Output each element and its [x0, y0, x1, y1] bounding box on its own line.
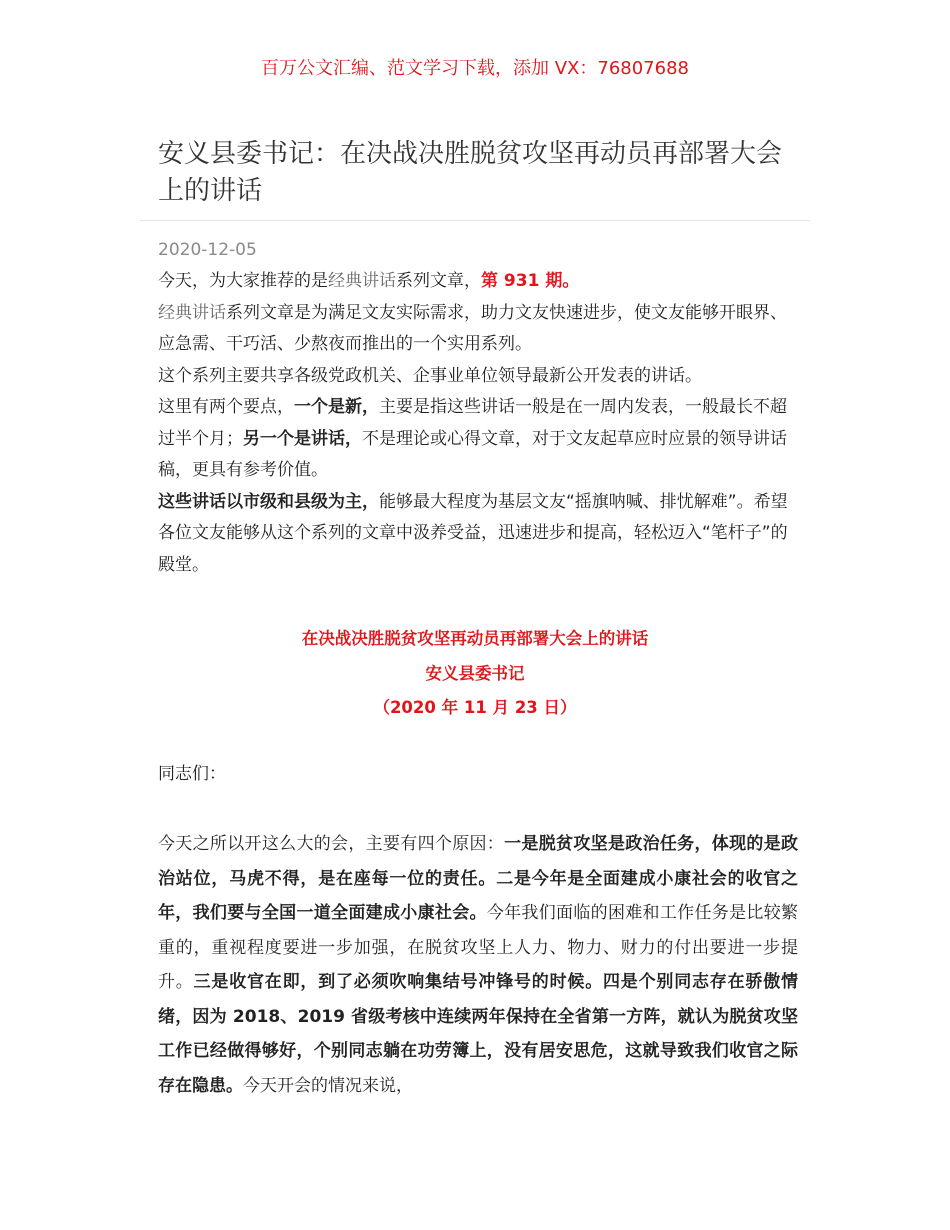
intro-p4-prefix: 这里有两个要点， [158, 397, 294, 417]
series-name-2: 经典讲话 [158, 302, 226, 323]
intro-p1-prefix: 今天，为大家推荐的是 [158, 271, 328, 291]
article-title: 安义县委书记：在决战决胜脱贫攻坚再动员再部署大会上的讲话 [158, 139, 783, 206]
intro-p1-middle: 系列文章， [396, 271, 481, 291]
para1-plain-1: 今天之所以开这么大的会，主要有四个原因： [158, 834, 505, 854]
intro-paragraph-1 [158, 266, 798, 298]
speech-paragraph-1 [158, 827, 798, 1103]
intro-p4-mid-2: 不是理论或心得文章，对于文友起草应时应景的领导讲话稿，更具有参考价值。 [158, 428, 787, 480]
para1-plain-2: 今年我们面临的困难和工作任务是比较繁重的，重视程度要进一步加强，在脱贫攻坚上人力、物力、财力的付出要进一步提升。 [158, 903, 799, 992]
intro-p2-text: 系列文章是为满足文友实际需求，助力文友快速进步，使文友能够开眼界、应急需、干巧活、少熬夜而推出的一个实用系列。 [158, 302, 787, 354]
intro-p5-text: 能够最大程度为基层文友“摇旗呐喊、排忧解难”。希望各位文友能够从这个系列的文章中汲养受益，迅速进步和提高，轻松迈入“笔杆子”的殿堂。 [158, 491, 788, 575]
speech-date: （2020 年 11 月 23 日） [373, 698, 577, 717]
series-name: 经典讲话 [328, 271, 396, 291]
speech-heading [0, 622, 950, 726]
salutation: 同志们： [158, 764, 226, 784]
intro-paragraph-4 [158, 392, 798, 487]
intro-section [158, 266, 798, 581]
intro-p4-bold-1: 一个是新， [294, 397, 379, 417]
publish-date: 2020-12-05 [158, 240, 257, 260]
speech-title: 在决战决胜脱贫攻坚再动员再部署大会上的讲话 [301, 629, 649, 648]
intro-paragraph-2 [158, 298, 798, 361]
intro-paragraph-3: 这个系列主要共享各级党政机关、企事业单位领导最新公开发表的讲话。 [158, 365, 702, 386]
intro-p4-bold-2: 另一个是讲话， [243, 428, 362, 449]
para1-bold-2: 三是收官在即，到了必须吹响集结号冲锋号的时候。四是个别同志存在骄傲情绪，因为 2018、2019 省级考核中连续两年保持在全省第一方阵，就认为脱贫攻坚工作已经做得够好，个别同志躺在功劳簿上，没有居安思危，这就导致我们收官之际存在隐患。 [158, 972, 799, 1096]
para1-bold-1: 一是脱贫攻坚是政治任务，体现的是政治站位，马虎不得，是在座每一位的责任。二是今年是全面建成小康社会的收官之年，我们要与全国一道全面建成小康社会。 [158, 834, 799, 923]
para1-plain-3: 今天开会的情况来说， [243, 1075, 413, 1096]
watermark-banner: 百万公文汇编、范文学习下载，添加 VX：76807688 [261, 58, 689, 79]
intro-p4-mid-1: 主要是指这些讲话一般是在一周内发表，一般最长不超过半个月； [158, 397, 787, 449]
intro-p5-bold: 这些讲话以市级和县级为主， [158, 491, 379, 512]
speech-speaker: 安义县委书记 [425, 663, 525, 683]
title-divider [140, 220, 810, 221]
speech-body [158, 827, 798, 1103]
issue-number: 第 931 期。 [481, 271, 580, 291]
intro-paragraph-5 [158, 487, 798, 582]
